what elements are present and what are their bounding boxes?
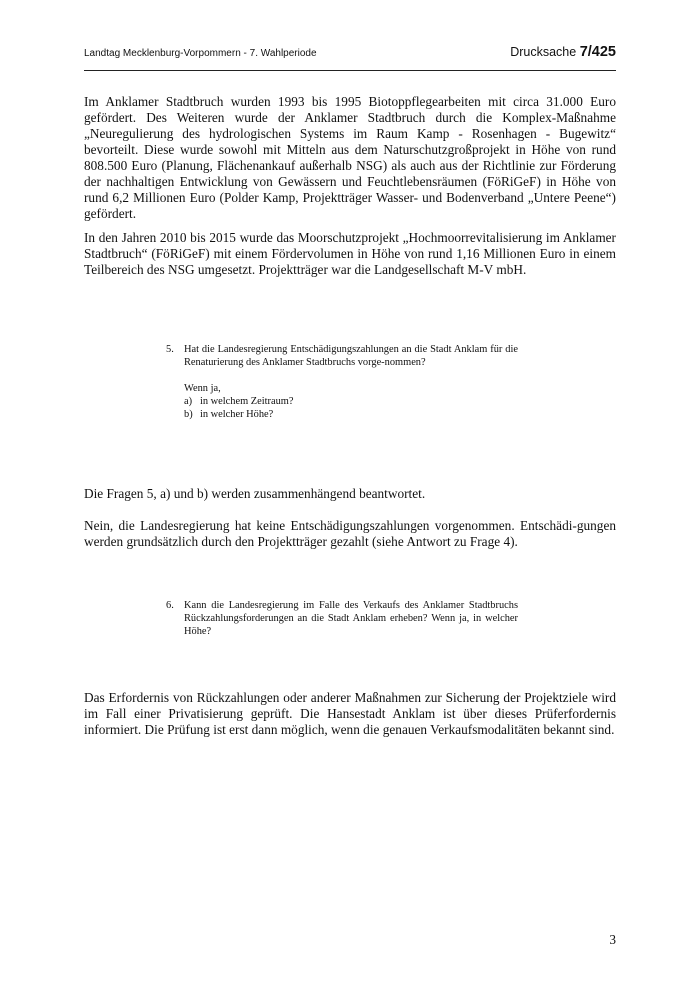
question-5-item-b	[166, 408, 518, 421]
question-5-item-a	[166, 395, 518, 408]
question-6-text: Kann die Landesregierung im Falle des Verkaufs des Anklamer Stadtbruchs Rückzahlungsforderungen an die Stadt Anklam erheben? Wenn ja, in welcher Höhe?	[184, 600, 518, 637]
page-number: 3	[609, 932, 616, 947]
question-5-item-a-text: in welchem Zeitraum?	[200, 396, 294, 407]
paragraph-moor-project: In den Jahren 2010 bis 2015 wurde das Moorschutzprojekt „Hochmoorrevitalisierung im Anklamer Stadtbruch“ (FöRiGeF) mit einem Fördervolumen in Höhe von rund 1,16 Millionen Euro in einem Teilbereich des NSG umgesetzt. Projektträger war die Landgesellschaft M-V mbH.	[84, 230, 616, 277]
parliament-label: Landtag Mecklenburg-Vorpommern - 7. Wahlperiode	[84, 48, 317, 59]
question-5-number: 5.	[166, 344, 174, 355]
page-header	[84, 44, 616, 71]
document-reference-label: Drucksache	[510, 45, 577, 59]
question-5-item-b-text: in welcher Höhe?	[200, 409, 274, 420]
question-5-item-b-label: b)	[184, 409, 193, 420]
document-number: 7/425	[579, 44, 616, 60]
document-reference	[510, 44, 616, 60]
question-5-item-a-label: a)	[184, 396, 193, 407]
question-5	[166, 343, 518, 421]
paragraph-funding-history: Im Anklamer Stadtbruch wurden 1993 bis 1995 Biotoppflegearbeiten mit circa 31.000 Euro gefördert. Des Weiteren wurde der Anklamer Stadtbruch durch die Komplex-Maßnahme „Neuregulierung des hydrologischen Systems im Raum Kamp - Rosenhagen - Bugewitz“ bevorteilt. Diese wurde sowohl mit Mitteln aus dem Naturschutzgroßprojekt in Höhe von rund 808.500 Euro (Planung, Flächenankauf außerhalb NSG) als auch aus der Richtlinie zur Förderung der nachhaltigen Entwicklung von Gewässern und Feuchtlebensräumen (FöRiGeF) in Höhe von rund 6,2 Millionen Euro (Polder Kamp, Projektträger Wasser- und Bodenverband „Untere Peene“) gefördert.	[84, 94, 616, 221]
question-6-number: 6.	[166, 600, 174, 611]
answer-5-text: Nein, die Landesregierung hat keine Entschädigungszahlungen vorgenommen. Entschädi-gungen werden grundsätzlich durch den Projektträger gezahlt (siehe Antwort zu Frage 4).	[84, 518, 616, 549]
answer-6-text: Das Erfordernis von Rückzahlungen oder anderer Maßnahmen zur Sicherung der Projektziele wird im Fall einer Privatisierung geprüft. Die Hansestadt Anklam ist über dieses Prüferfordernis informiert. Die Prüfung ist erst dann möglich, wenn die genauen Verkaufsmodalitäten bekannt sind.	[84, 690, 616, 737]
question-6	[166, 599, 518, 638]
question-5-text: Hat die Landesregierung Entschädigungszahlungen an die Stadt Anklam für die Renaturierung des Anklamer Stadtbruchs vorge-nommen?	[184, 344, 518, 368]
question-5-intro: Wenn ja,	[184, 383, 221, 394]
answer-5-intro: Die Fragen 5, a) und b) werden zusammenhängend beantwortet.	[84, 486, 426, 501]
